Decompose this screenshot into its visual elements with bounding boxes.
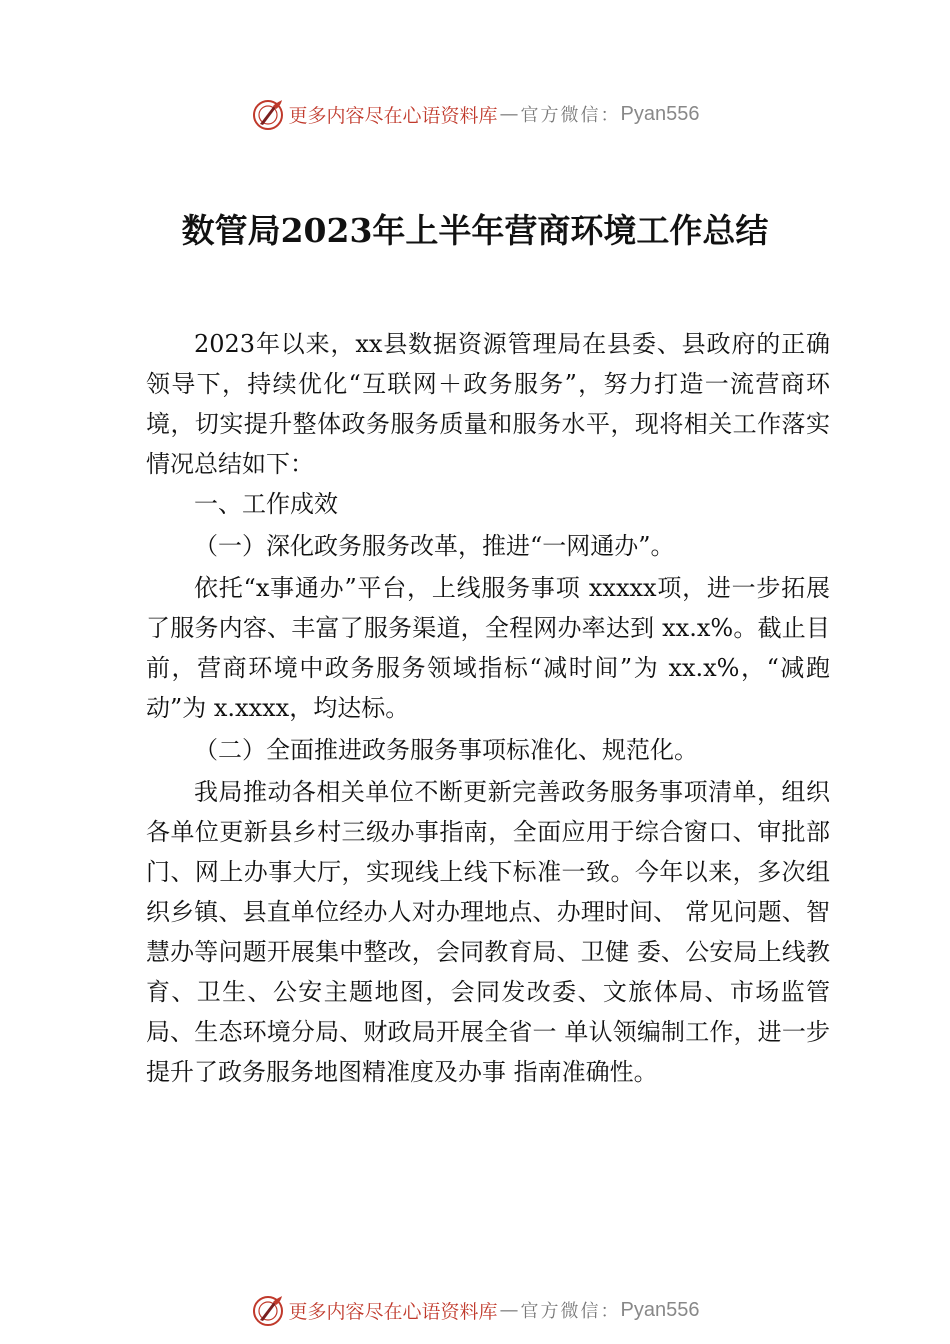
document-body xyxy=(146,324,830,1092)
quill-seal-icon xyxy=(251,1293,285,1327)
footer-banner xyxy=(0,1290,950,1330)
banner-wechat-id: Pyan556 xyxy=(620,1298,700,1321)
banner-wechat-label: 官方微信： xyxy=(520,1301,621,1322)
banner-main-text: 更多内容尽在心语资料库 xyxy=(288,1300,498,1323)
banner-main-text: 更多内容尽在心语资料库 xyxy=(288,104,498,127)
body-paragraph: 依托“x事通办”平台，上线服务事项 xxxxx项，进一步拓展了服务内容、丰富了服务渠道，全程网办率达到 xx.x%。截止目前，营商环境中政务服务领域指标“减时间”为 xx.x%，“减跑动”为 x.xxxx，均达标。 xyxy=(146,574,830,722)
banner-separator: — xyxy=(499,1299,519,1321)
section-heading: 一、工作成效 xyxy=(194,490,338,518)
banner-wechat-label: 官方微信： xyxy=(520,105,621,126)
quill-seal-icon xyxy=(251,97,285,131)
banner-separator: — xyxy=(499,103,519,125)
body-paragraph: 我局推动各相关单位不断更新完善政务服务事项清单，组织各单位更新县乡村三级办事指南，全面应用于综合窗口、审批部门、网上办事大厅，实现线上线下标准一致。今年以来，多次组织乡镇、县直单位经办人对办理地点、办理时间、 常见问题、智慧办等问题开展集中整改，会同教育局、卫健 委、公安局上线教育、卫生、公安主题地图，会同发改委、文旅体局、市场监管局、生态环境分局、财政局开展全省一 单认领编制工作，进一步提升了政务服务地图精准度及办事 指南准确性。 xyxy=(146,778,830,1086)
document-title: 数管局2023年上半年营商环境工作总结 xyxy=(181,211,769,250)
banner-wechat-id: Pyan556 xyxy=(620,102,700,125)
header-banner xyxy=(0,94,950,134)
subsection-heading: （一）深化政务服务改革，推进“一网通办”。 xyxy=(194,532,675,560)
subsection-heading: （二）全面推进政务服务事项标准化、规范化。 xyxy=(194,736,698,764)
intro-paragraph: 2023年以来，xx县数据资源管理局在县委、县政府的正确领导下，持续优化“互联网＋政务服务”，努力打造一流营商环境，切实提升整体政务服务质量和服务水平，现将相关工作落实情况总结如下： xyxy=(146,330,830,478)
